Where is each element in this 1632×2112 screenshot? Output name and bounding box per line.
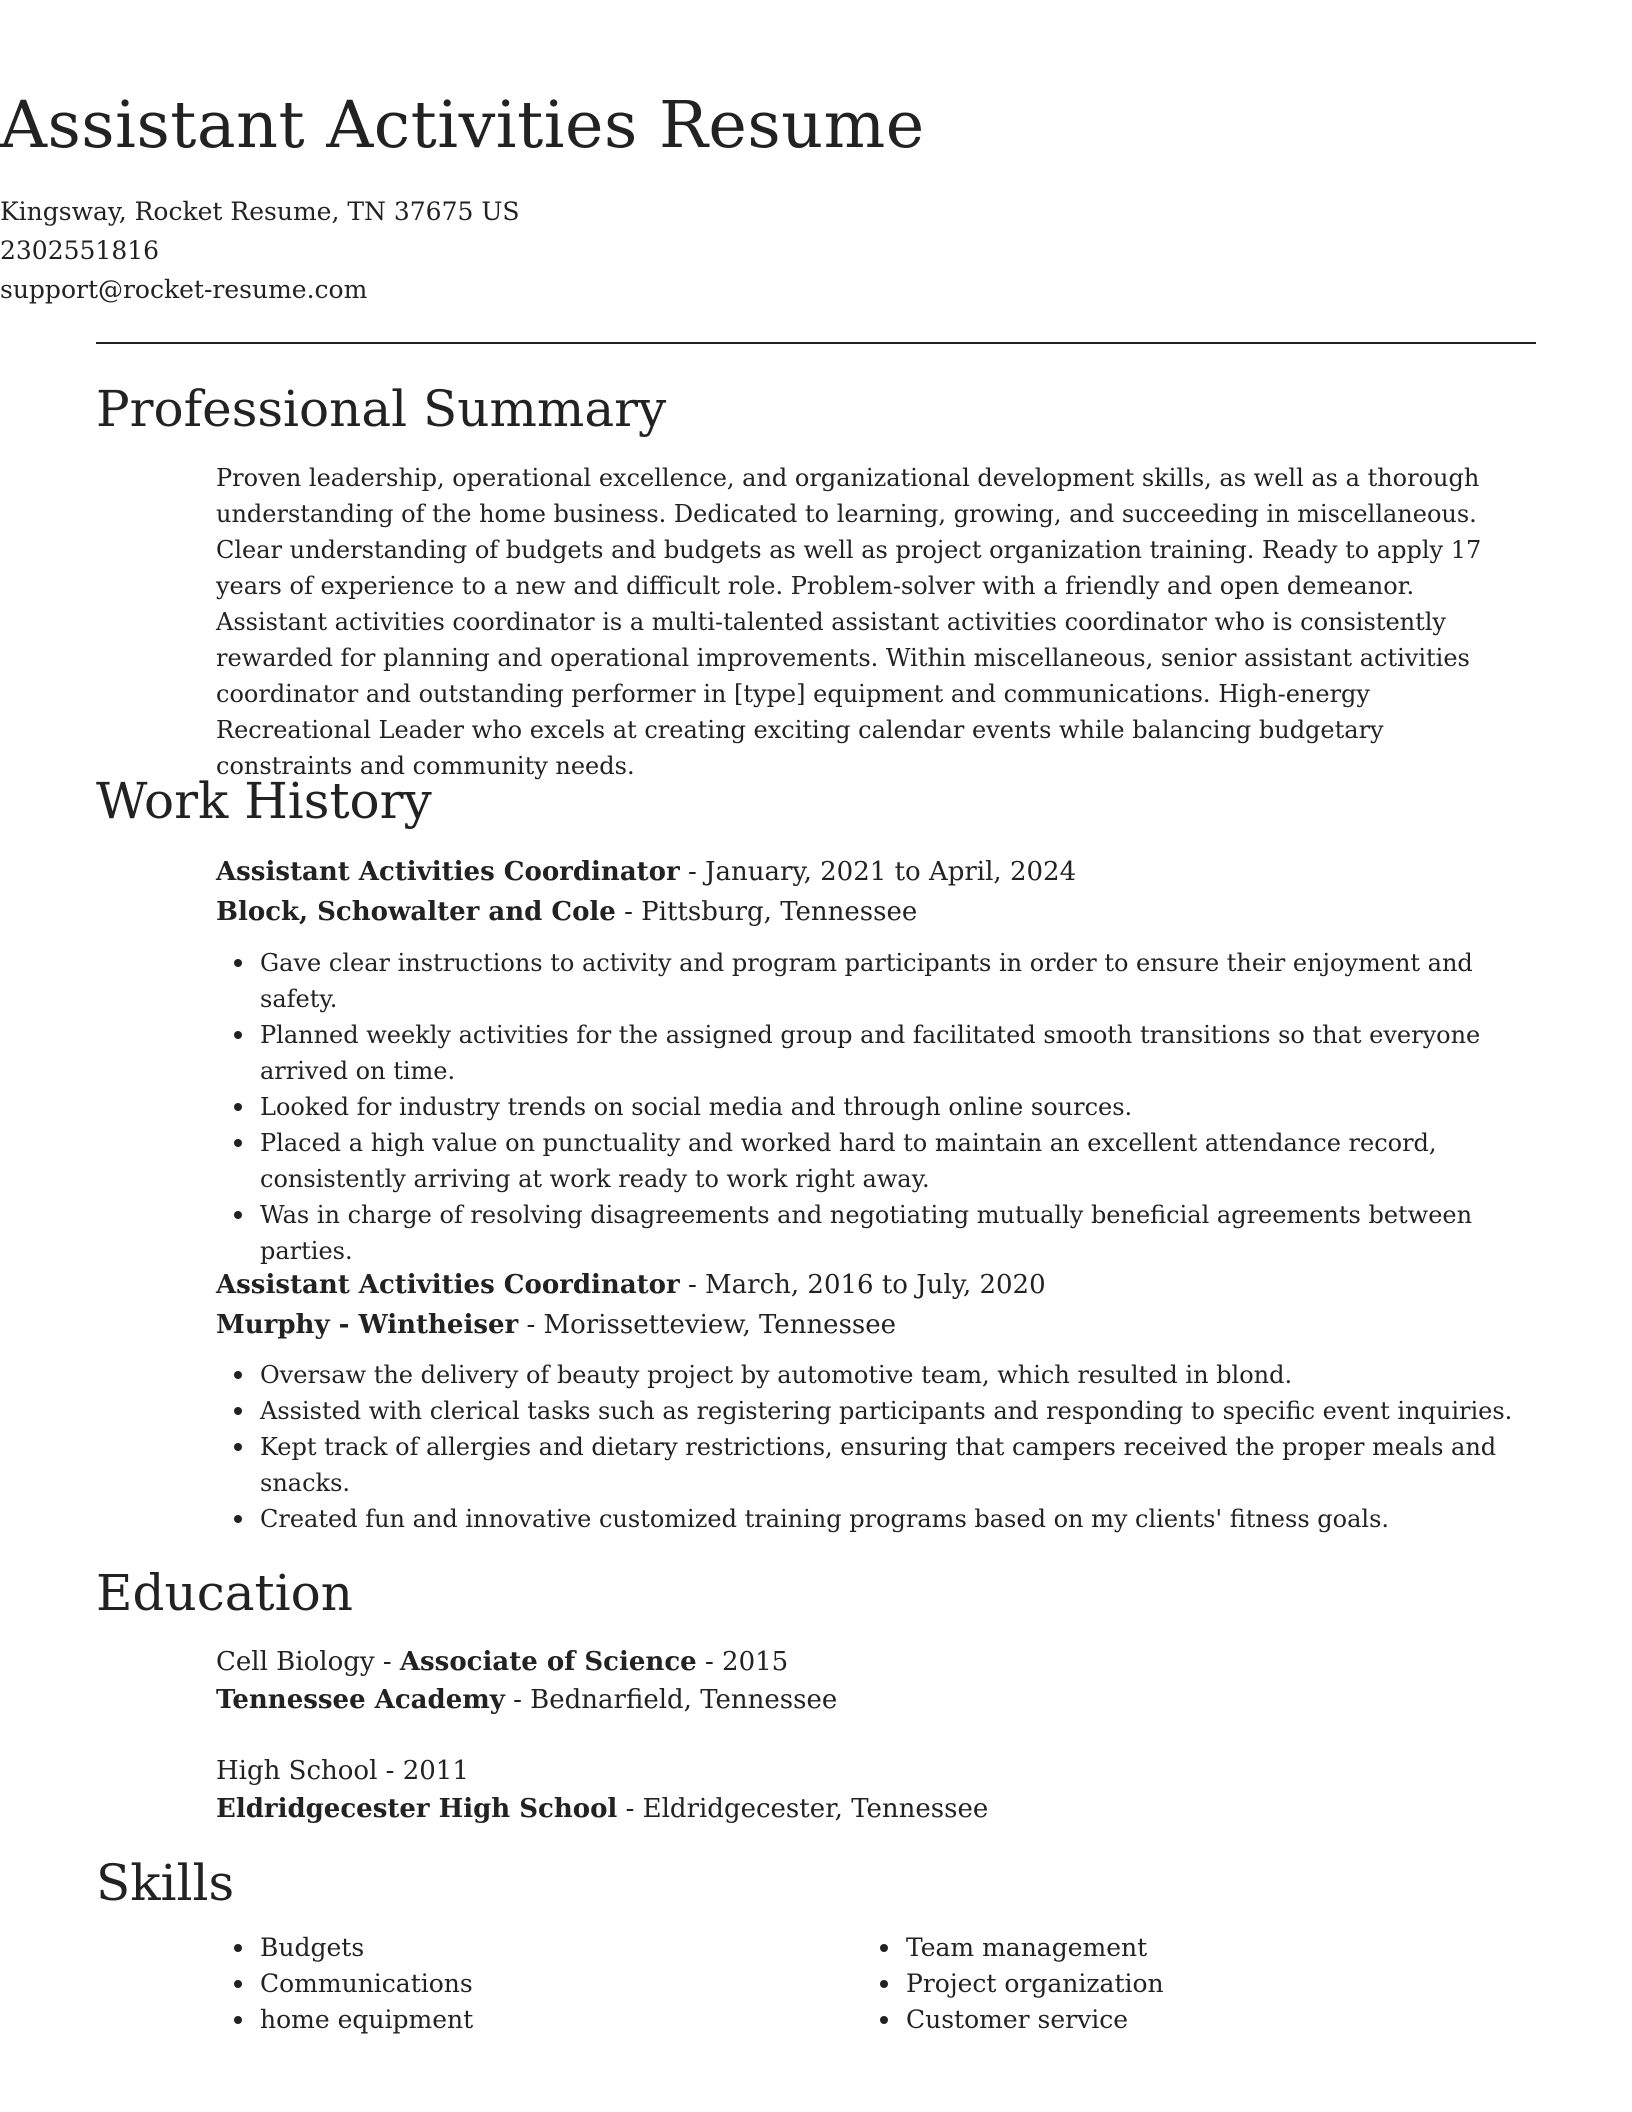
education-location: - Bednarfield, Tennessee (504, 1685, 838, 1715)
skill-item: home equipment (260, 2002, 816, 2038)
skill-item: Budgets (260, 1930, 816, 1966)
contact-address: Kingsway, Rocket Resume, TN 37675 US (0, 197, 520, 226)
job-company: Block, Schowalter and Cole (216, 897, 616, 927)
education-degree-line (216, 1751, 1526, 1791)
education-field: Cell Biology - (216, 1647, 400, 1677)
job-company-line (216, 892, 1526, 932)
job-company-line (216, 1305, 1526, 1345)
job-role: Assistant Activities Coordinator (216, 857, 680, 887)
header-divider (96, 342, 1536, 344)
education-school-line (216, 1680, 1526, 1720)
section-title-work-history: Work History (96, 772, 432, 830)
contact-email: support@rocket-resume.com (0, 275, 368, 304)
summary-text: Proven leadership, operational excellence, and organizational development skills, as well as a thorough understanding of the home business. Dedicated to learning, growing, and succeeding in miscellaneous. Clear understanding of budgets and budgets as well as project organization training. Ready to apply 17 years of experience to a new and difficult role. Problem-solver with a friendly and open demeanor. Assistant activities coordinator is a multi-talented assistant activities coordinator who is consistently rewarded for planning and operational improvements. Within miscellaneous, senior assistant activities coordinator and outstanding performer in [type] equipment and communications. High-energy Recreational Leader who excels at creating exciting calendar events while balancing budgetary constraints and community needs. (216, 464, 1482, 780)
job-bullet-list (216, 1357, 1536, 1537)
list-item: Placed a high value on punctuality and worked hard to maintain an excellent attendance record, consistently arriving at work ready to work right away. (260, 1125, 1536, 1197)
section-title-summary: Professional Summary (96, 380, 667, 438)
education-school-line (216, 1789, 1526, 1829)
list-item: Kept track of allergies and dietary restrictions, ensuring that campers received the proper meals and snacks. (260, 1429, 1536, 1501)
list-item: Was in charge of resolving disagreements and negotiating mutually beneficial agreements between parties. (260, 1197, 1536, 1269)
job-dates: - March, 2016 to July, 2020 (679, 1270, 1046, 1300)
education-school: Eldridgecester High School (216, 1794, 618, 1824)
education-year: - 2011 (377, 1756, 469, 1786)
skill-item: Project organization (906, 1966, 1462, 2002)
contact-phone: 2302551816 (0, 236, 160, 265)
list-item: Looked for industry trends on social media and through online sources. (260, 1089, 1536, 1125)
job-location: - Pittsburg, Tennessee (615, 897, 918, 927)
skill-item: Communications (260, 1966, 816, 2002)
contact-block (0, 192, 1632, 309)
job-location: - Morissetteview, Tennessee (518, 1310, 897, 1340)
job-role: Assistant Activities Coordinator (216, 1270, 680, 1300)
education-location: - Eldridgecester, Tennessee (617, 1794, 989, 1824)
list-item: Created fun and innovative customized training programs based on my clients' fitness goals. (260, 1501, 1536, 1537)
section-title-skills: Skills (96, 1854, 235, 1912)
list-item: Oversaw the delivery of beauty project by automotive team, which resulted in blond. (260, 1357, 1536, 1393)
skill-item: Customer service (906, 2002, 1462, 2038)
skill-item: Team management (906, 1930, 1462, 1966)
resume-title: Assistant Activities Resume (0, 88, 925, 163)
list-item: Gave clear instructions to activity and program participants in order to ensure their enjoyment and safety. (260, 945, 1536, 1017)
job-title-line (216, 852, 1526, 892)
section-title-education: Education (96, 1564, 353, 1622)
education-field: High School (216, 1756, 378, 1786)
education-degree-line (216, 1642, 1526, 1682)
education-year: - 2015 (696, 1647, 789, 1677)
list-item: Assisted with clerical tasks such as registering participants and responding to specific event inquiries. (260, 1393, 1536, 1429)
education-school: Tennessee Academy (216, 1685, 505, 1715)
job-title-line (216, 1265, 1526, 1305)
job-dates: - January, 2021 to April, 2024 (679, 857, 1077, 887)
job-company: Murphy - Wintheiser (216, 1310, 519, 1340)
skills-list-left (216, 1930, 816, 2038)
skills-list-right (862, 1930, 1462, 2038)
list-item: Planned weekly activities for the assigned group and facilitated smooth transitions so that everyone arrived on time. (260, 1017, 1536, 1089)
education-degree: Associate of Science (399, 1647, 697, 1677)
job-bullet-list (216, 945, 1536, 1269)
